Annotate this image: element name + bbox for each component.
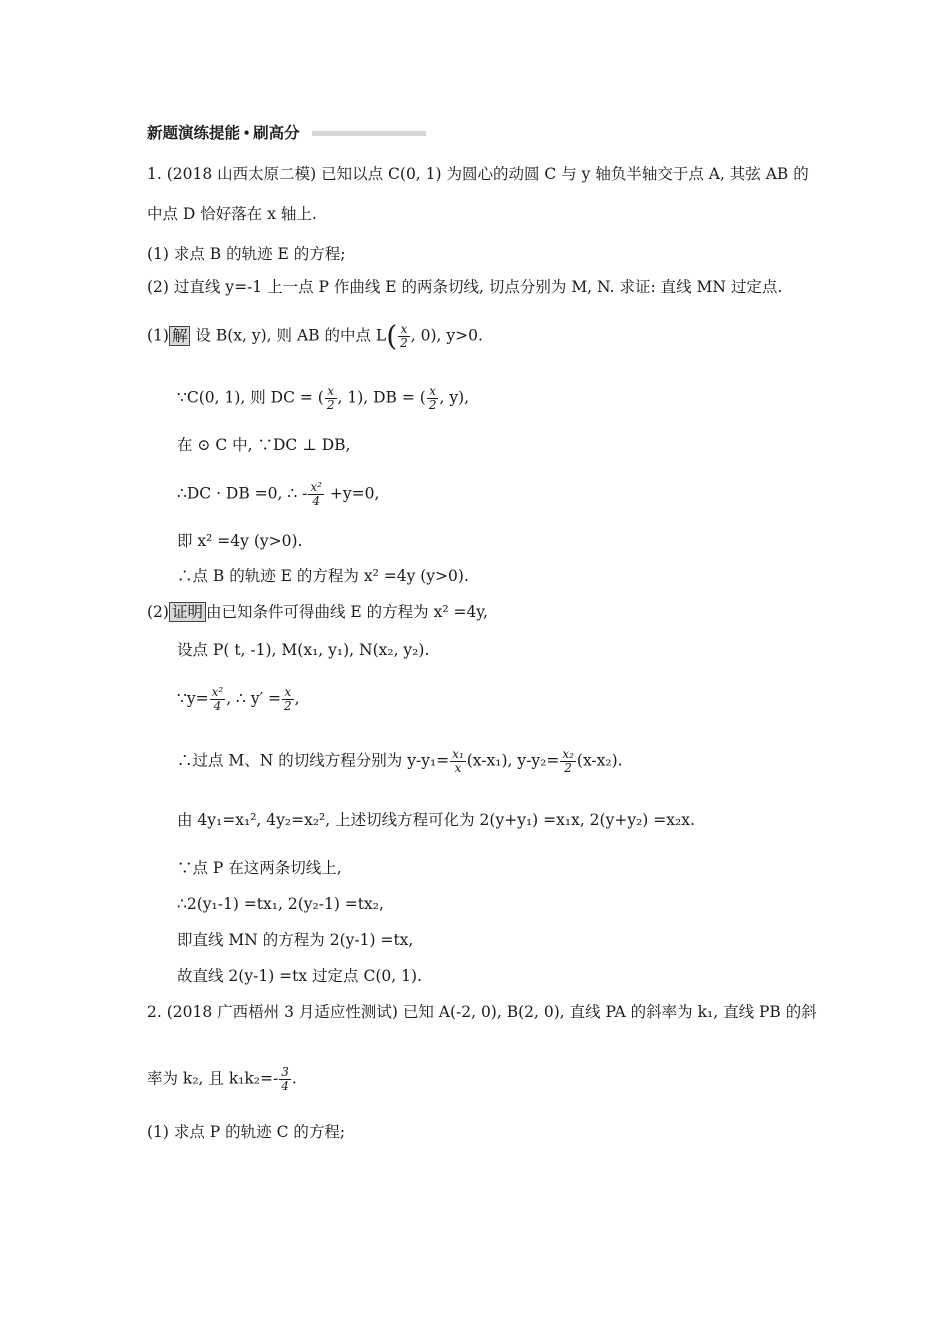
proof-tag: 证明 <box>169 602 206 622</box>
text: ∴过点 M、N 的切线方程分别为 y-y₁= <box>177 751 450 770</box>
text: 设 B(x, y), 则 AB 的中点 L <box>195 326 387 345</box>
solution-2-line-9: 故直线 2(y-1) =tx 过定点 C(0, 1). <box>177 967 422 985</box>
denominator: 2 <box>428 398 437 412</box>
part-number: (1) <box>147 326 169 345</box>
solution-1-line-5: 即 x² =4y (y>0). <box>177 532 303 550</box>
solution-2-line-8: 即直线 MN 的方程为 2(y-1) =tx, <box>177 931 414 949</box>
solution-1-line-3: 在 ⊙ C 中, ∵DC ⊥ DB, <box>177 436 351 454</box>
solution-tag: 解 <box>169 326 191 346</box>
solution-1-line-1 <box>147 319 483 353</box>
solution-2-line-4 <box>177 748 623 775</box>
denominator: 2 <box>326 398 335 412</box>
text: 率为 k₂, 且 k₁k₂=- <box>147 1069 279 1088</box>
solution-2-line-5: 由 4y₁=x₁², 4y₂=x₂², 上述切线方程可化为 2(y+y₁) =x₁x, 2(y+y₂) =x₂x. <box>177 811 695 829</box>
numerator: x <box>427 385 439 399</box>
problem-1-part-2: (2) 过直线 y=-1 上一点 P 作曲线 E 的两条切线, 切点分别为 M, N. 求证: 直线 MN 过定点. <box>147 278 783 296</box>
paren: ( <box>386 319 398 353</box>
solution-2-line-6: ∵点 P 在这两条切线上, <box>177 859 342 877</box>
solution-1-line-4 <box>177 481 379 508</box>
solution-1-line-6: ∴点 B 的轨迹 E 的方程为 x² =4y (y>0). <box>177 567 469 585</box>
text: . <box>291 1069 297 1088</box>
fraction <box>308 481 324 508</box>
numerator: x <box>325 385 337 399</box>
fraction <box>560 748 576 775</box>
text: 由已知条件可得曲线 E 的方程为 x² =4y, <box>205 603 488 621</box>
solution-2-line-1 <box>147 601 488 623</box>
text: (x-x₁), y-y₂= <box>466 751 560 770</box>
numerator: x₂ <box>562 747 574 761</box>
numerator: x² <box>211 685 224 699</box>
text: , y), <box>439 388 470 407</box>
numerator: x₁ <box>452 747 464 761</box>
section-heading: 新题演练提能 • 刷高分 <box>147 125 300 142</box>
denominator: 2 <box>564 761 572 775</box>
solution-2-line-3 <box>177 686 300 713</box>
heading-underline-bar <box>312 131 426 136</box>
numerator: 3 <box>281 1065 289 1079</box>
solution-2-line-2: 设点 P( t, -1), M(x₁, y₁), N(x₂, y₂). <box>177 641 430 659</box>
denominator: 4 <box>281 1079 289 1093</box>
solution-1-line-2 <box>177 385 469 412</box>
fraction <box>450 748 466 775</box>
text: ∵y= <box>177 689 209 708</box>
text: , 0), y>0. <box>410 326 483 345</box>
fraction <box>282 686 294 713</box>
problem-2-statement-cont <box>147 1066 297 1093</box>
fraction <box>427 385 439 412</box>
text: ∵C(0, 1), 则 DC = ( <box>177 388 324 407</box>
text: , <box>294 689 300 708</box>
problem-1-statement: 1. (2018 山西太原二模) 已知以点 C(0, 1) 为圆心的动圆 C 与 y 轴负半轴交于点 A, 其弦 AB 的 <box>147 165 809 183</box>
problem-2-statement: 2. (2018 广西梧州 3 月适应性测试) 已知 A(-2, 0), B(2, 0), 直线 PA 的斜率为 k₁, 直线 PB 的斜 <box>147 1003 817 1021</box>
denominator: 4 <box>312 494 321 508</box>
numerator: x <box>398 323 410 337</box>
fraction <box>325 385 337 412</box>
text: , 1), DB = ( <box>337 388 426 407</box>
text: , ∴ y′ = <box>226 689 282 708</box>
problem-1-part-1: (1) 求点 B 的轨迹 E 的方程; <box>147 245 346 263</box>
fraction <box>398 323 410 350</box>
problem-1-statement-cont: 中点 D 恰好落在 x 轴上. <box>147 205 317 223</box>
numerator: x² <box>310 480 322 494</box>
denominator: 4 <box>213 699 222 713</box>
problem-2-part-1: (1) 求点 P 的轨迹 C 的方程; <box>147 1123 346 1141</box>
text: (x-x₂). <box>576 751 623 770</box>
denominator: x <box>454 761 462 775</box>
fraction <box>210 686 226 713</box>
denominator: 2 <box>400 336 408 350</box>
fraction <box>279 1066 291 1093</box>
solution-2-line-7: ∴2(y₁-1) =tx₁, 2(y₂-1) =tx₂, <box>177 895 384 913</box>
part-number: (2) <box>147 603 169 621</box>
denominator: 2 <box>284 699 292 713</box>
numerator: x <box>282 686 294 700</box>
text: ∴DC · DB =0, ∴ - <box>177 484 308 503</box>
text: +y=0, <box>324 484 380 503</box>
